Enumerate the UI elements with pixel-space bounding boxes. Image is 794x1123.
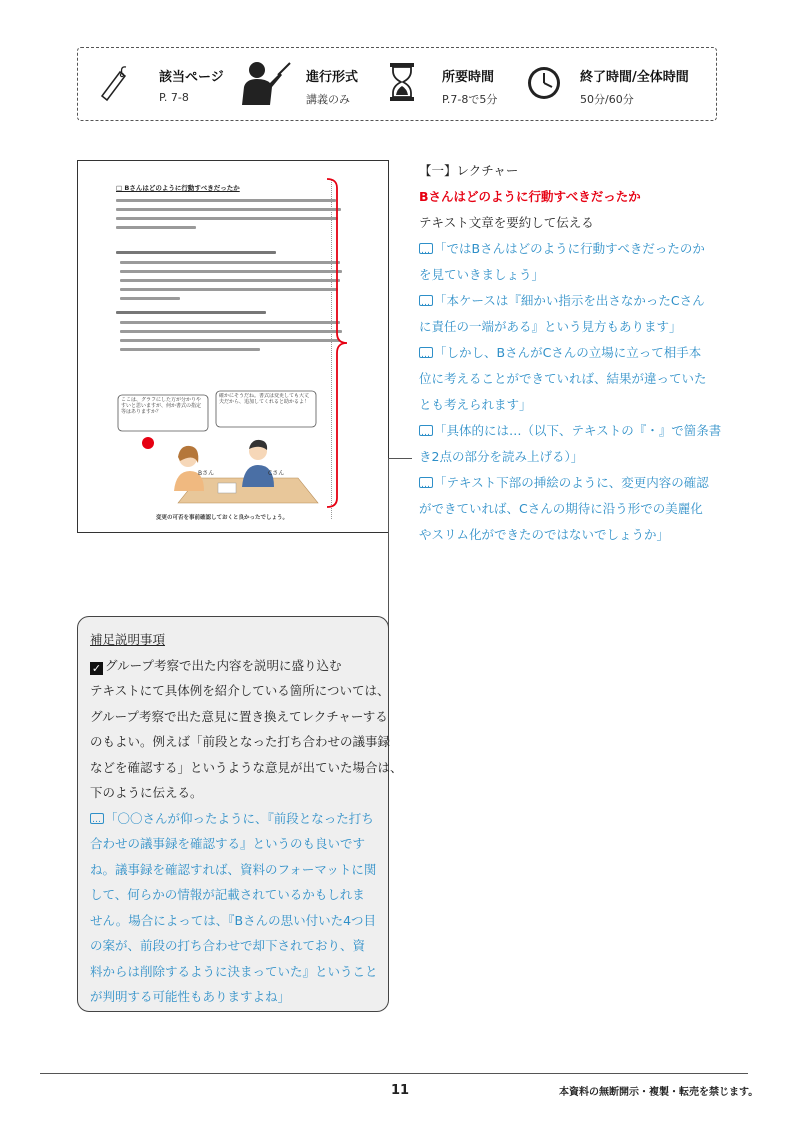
- supplement-example-line: …「〇〇さんが仰ったように、『前段となった打ち: [90, 806, 378, 832]
- thumb-text-line: [120, 321, 340, 324]
- supplement-body: [90, 678, 403, 806]
- speech-bubble-icon: [419, 425, 433, 436]
- speech-bubble-icon: [419, 477, 433, 488]
- speech-bubble-icon: [90, 813, 104, 824]
- header-label-format: 進行形式: [306, 70, 359, 85]
- lecture-script-lines: [419, 236, 722, 548]
- lecture-heading: 【一】レクチャー: [419, 163, 519, 178]
- checkbox-checked-icon: ✓: [91, 661, 102, 675]
- speech-bubble-icon: [419, 295, 433, 306]
- lecture-section: [419, 158, 722, 548]
- lecture-line: ができていれば、Cさんの期待に沿う形での美麗化: [419, 501, 703, 516]
- thumb-text-line: [120, 297, 180, 300]
- info-header: [77, 47, 717, 121]
- thumb-text-line: [116, 199, 336, 202]
- footer-rule: [40, 1073, 748, 1074]
- supplement-body-line: テキストにて具体例を紹介している箇所については、: [90, 683, 390, 698]
- supplement-body-line: のもよい。例えば「前段となった打ち合わせの議事録: [90, 734, 391, 749]
- lecture-line: …「テキスト下部の挿絵のように、変更内容の確認: [419, 470, 719, 496]
- speech-bubble-c: 確かにそうだね。書式は変更しても大丈夫だから、追加してくれると助かるよ！: [219, 393, 310, 405]
- label-person-b: Bさん: [198, 470, 215, 477]
- thumb-text-line: [116, 208, 341, 211]
- supplement-example-script: [90, 806, 378, 1010]
- thumb-text-line: [116, 251, 276, 254]
- lecture-line: …「ではBさんはどのように行動すべきだったのか: [419, 236, 719, 262]
- hourglass-icon: [389, 62, 415, 102]
- header-value-format: 講義のみ: [306, 93, 350, 106]
- connector-line: [388, 458, 413, 734]
- thumb-text-line: [120, 261, 340, 264]
- header-value-page: P. 7-8: [159, 91, 189, 104]
- copyright-notice: 本資料の無断開示・複製・転売を禁じます。: [559, 1087, 759, 1098]
- lecturer-icon: [240, 61, 292, 105]
- page-number: 11: [391, 1083, 410, 1098]
- header-value-duration: P.7-8で5分: [442, 93, 498, 106]
- lecture-line: を見ていきましょう」: [419, 267, 545, 282]
- supplement-example-line: 料からは削除するように決まっていた』ということ: [90, 963, 378, 979]
- supplement-box: [77, 616, 403, 1012]
- bookmark-tag-icon: [96, 64, 132, 104]
- supplement-body-line: 下のように伝える。: [90, 785, 203, 800]
- thumb-text-line: [120, 279, 340, 282]
- lecture-line: …「しかし、BさんがCさんの立場に立って相手本: [419, 340, 719, 366]
- lecture-line: とも考えられます」: [419, 397, 532, 412]
- lecture-line: …「本ケースは『細かい指示を出さなかったCさん: [419, 288, 719, 314]
- thumb-text-line: [120, 270, 342, 273]
- supplement-example-line: せん。場合によっては、『Bさんの思い付いた4つ目: [90, 912, 377, 928]
- thumb-text-line: [116, 226, 196, 229]
- header-value-end-time: 50分/60分: [580, 93, 634, 106]
- lecture-line: やスリム化ができたのではないでしょうか」: [419, 527, 670, 542]
- meeting-illustration: [108, 383, 338, 508]
- speech-bubble-icon: [419, 347, 433, 358]
- header-label-page: 該当ページ: [159, 70, 224, 85]
- supplement-example-line: の案が、前段の打ち合わせで却下されており、資: [90, 938, 366, 953]
- supplement-body-line: などを確認する」というような意見が出ていた場合は、: [90, 759, 403, 775]
- supplement-example-line: が判明する可能性もありますよね」: [90, 989, 291, 1004]
- lecture-line: 位に考えることができていれば、結果が違っていた: [419, 371, 707, 386]
- thumb-title: □ Bさんはどのように行動すべきだったか: [116, 184, 240, 192]
- speech-bubble-b: ここは、グラフにした方が分かりやすいと思いますが、何か書式の指定等はありますか？: [121, 397, 202, 415]
- lecture-line: き2点の部分を読み上げる）」: [419, 449, 584, 464]
- supplement-body-line: グループ考察で出た意見に置き換えてレクチャーする: [90, 708, 388, 724]
- lecture-red-title: Bさんはどのように行動すべきだったか: [419, 189, 641, 204]
- lecture-line: …「具体的には…（以下、テキストの『・』で箇条書: [419, 418, 719, 444]
- supplement-check-line: ✓ グループ考察で出た内容を説明に盛り込む: [91, 657, 342, 675]
- thumb-text-line: [120, 339, 340, 342]
- lecture-line: に責任の一端がある』という見方もあります」: [419, 319, 682, 334]
- supplement-title: 補足説明事項: [90, 632, 166, 647]
- supplement-example-line: ね。議事録を確認すれば、資料のフォーマットに関: [90, 861, 377, 877]
- thumb-text-line: [116, 311, 266, 314]
- highlight-bracket: [325, 178, 349, 508]
- supplement-example-line: 合わせの議事録を確認する』というのも良いです: [90, 836, 366, 851]
- thumb-text-line: [120, 348, 260, 351]
- header-label-duration: 所要時間: [442, 70, 495, 85]
- lecture-subtitle: テキスト文章を要約して伝える: [419, 215, 594, 230]
- header-label-end-time: 終了時間/全体時間: [580, 70, 689, 85]
- thumb-text-line: [120, 288, 338, 291]
- label-person-c: Cさん: [268, 470, 285, 477]
- supplement-example-line: して、何らかの情報が記載されているかもしれま: [90, 887, 365, 902]
- thumb-text-line: [116, 217, 338, 220]
- thumb-text-line: [120, 330, 342, 333]
- thumb-caption: 変更の可否を事前確認しておくと良かったでしょう。: [156, 515, 289, 521]
- speech-bubble-icon: [419, 243, 433, 254]
- clock-icon: [526, 65, 562, 101]
